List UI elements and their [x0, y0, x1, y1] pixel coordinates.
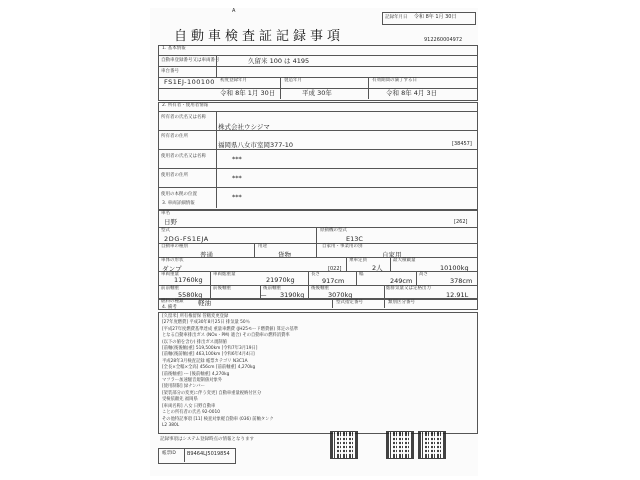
- remarks-line: [久留米] 所有権留保 管轄変更登録: [162, 314, 229, 319]
- engine-model-label: 原動機の型式: [320, 228, 347, 233]
- base-location-label: 使用の本拠の位置: [161, 192, 197, 197]
- user-address-value: ***: [232, 174, 242, 182]
- maker-value: 日野: [164, 218, 177, 226]
- front-rear-axle-label: 前後軸重: [213, 286, 231, 291]
- maker-label: 車名: [161, 211, 170, 216]
- form-id-label: 帳票ID: [162, 451, 176, 456]
- rear-rear-axle-label: 後後軸重: [311, 286, 329, 291]
- owner-user-section: [158, 102, 478, 210]
- body-shape-label: 車体の形状: [161, 258, 184, 263]
- remarks-line: ことの所有者の氏名 92-0010: [162, 410, 220, 416]
- form-id-value: B9464LJ5019854: [187, 451, 230, 457]
- private-business-label: 自家用・事業用の別: [322, 244, 363, 249]
- remarks-text: [162, 314, 298, 429]
- front-front-axle-label: 前前軸重: [161, 286, 179, 291]
- rear-front-axle-value: 3190kg: [280, 291, 305, 299]
- first-registration-value: 令和 8年 1月 30日: [220, 89, 276, 97]
- front-rear-axle-value: —: [260, 291, 267, 299]
- max-load-value: 10100kg: [440, 264, 469, 272]
- issue-date-label: 記録年月日: [385, 15, 408, 20]
- first-registration-label: 初度登録年月: [220, 78, 247, 83]
- expiry-date-label: 有効期間の満了する日: [372, 78, 417, 83]
- qr-code-1: [330, 431, 358, 459]
- registration-number-value: 久留米 100 は 4195: [248, 57, 310, 65]
- fuel-type-label: 燃料の種類: [161, 299, 184, 304]
- max-load-label: 最大積載量: [393, 258, 416, 263]
- body-shape-code: [022]: [328, 266, 342, 272]
- footer-note: 記録事項はシステム登録時点の情報となります: [160, 437, 255, 442]
- remarks-line: (以下の値を含む) 排出ガス規制値: [162, 339, 227, 345]
- usage-label: 用途: [258, 244, 267, 249]
- remarks-line: [前軸(後後軸)重] 519,500km [令和7年3月19日]: [162, 346, 258, 352]
- model-value: 2DG-FS1EJA: [164, 235, 209, 243]
- width-label: 幅: [359, 272, 364, 277]
- remarks-heading: 4. 備考: [162, 305, 177, 310]
- qr-code-2: [386, 431, 414, 459]
- vehicle-weight-value: 11760kg: [174, 276, 203, 284]
- height-label: 高さ: [419, 272, 428, 277]
- base-location-value: ***: [232, 193, 242, 201]
- rear-front-axle-label: 後前軸重: [263, 286, 281, 291]
- owner-user-heading: 2. 所有者・使用者情報: [162, 103, 209, 108]
- vehicle-inspection-record: [150, 8, 478, 476]
- owner-address-label: 所有者の住所: [161, 134, 188, 139]
- basic-info-heading: 1. 基本情報: [162, 46, 186, 51]
- vehicle-detail-heading: 3. 車両詳細情報: [162, 201, 195, 206]
- front-front-axle-value: 5580kg: [178, 291, 203, 299]
- owner-name-label: 所有者の氏名又は名称: [161, 115, 206, 120]
- engine-model-value: E13C: [346, 235, 363, 243]
- header-mark: A: [232, 8, 236, 14]
- length-value: 917cm: [322, 277, 345, 285]
- model-label: 型式: [161, 228, 170, 233]
- model-year-value: 平成 30年: [302, 89, 332, 97]
- displacement-label: 総排気量又は定格出力: [386, 286, 431, 291]
- remarks-line: [前軸(後前軸)重] 463,100km [令和6年4月4日]: [162, 352, 255, 358]
- remarks-line: [使用制限] 緑ナンバー: [162, 384, 205, 390]
- vehicle-kind-label: 自動車の種別: [161, 244, 188, 249]
- rear-rear-axle-value: 3070kg: [328, 291, 353, 299]
- user-name-label: 使用者の氏名又は名称: [161, 154, 206, 159]
- remarks-line: L2 380L: [162, 422, 180, 428]
- document-title: 自動車検査証記録事項: [174, 29, 345, 44]
- vehicle-weight-label: 車両重量: [161, 272, 179, 277]
- gross-weight-value: 21970kg: [266, 276, 295, 284]
- chassis-number-label: 車台番号: [161, 69, 179, 74]
- owner-address-code: [38457]: [452, 141, 472, 147]
- remarks-line: [平成27年度燃費基準達成 重量車燃費 (JH25モード燃費値) 算定の基準: [162, 326, 299, 332]
- qr-code-3: [418, 431, 446, 459]
- document-number: 912260004972: [424, 37, 463, 43]
- usage-value: 貨物: [278, 251, 291, 259]
- user-address-label: 使用者の住所: [161, 173, 188, 178]
- fuel-type-value: 軽油: [198, 299, 211, 307]
- width-value: 249cm: [390, 277, 413, 285]
- class-number-label: 類別区分番号: [388, 300, 415, 305]
- model-year-label: 製造年月: [284, 78, 302, 83]
- user-name-value: ***: [232, 155, 242, 163]
- remarks-line: その他特記事項 [11] 検査対象軽自動車 (036) 前軸タンク: [162, 416, 274, 422]
- displacement-value: 12.91L: [446, 291, 469, 299]
- expiry-date-value: 令和 8年 4月 3日: [386, 89, 438, 97]
- chassis-number-value: FS1EJ-100100: [164, 78, 215, 86]
- remarks-line: [全長×全幅×全高] 456cm [前前軸重] 4,270kg: [162, 365, 256, 371]
- remarks-line: [架装部分の変更に伴う変更] 自動車重量税納付区分: [162, 390, 262, 396]
- height-value: 378cm: [450, 277, 473, 285]
- owner-name-value: 株式会社ウシジマ: [218, 123, 270, 131]
- gross-weight-label: 車両総重量: [213, 272, 236, 277]
- private-business-value: 自家用: [382, 251, 402, 259]
- remarks-line: 受検依頼先 福岡県: [162, 397, 198, 403]
- remarks-line: 平成28年3月検査記録 帳票カテゴリ N3C1A: [162, 358, 248, 364]
- remarks-line: [車両名称] 八女 日野自動車: [162, 403, 216, 409]
- remarks-line: [27年度燃費] 平成30年8月25日 排気量 50％: [162, 320, 250, 326]
- registration-number-label: 自動車登録番号又は車両番号: [161, 58, 220, 63]
- vehicle-kind-value: 普通: [200, 251, 213, 259]
- length-label: 長さ: [311, 272, 320, 277]
- capacity-value: 2人: [372, 264, 383, 272]
- issue-date-value: 令和 8年 1月 30日: [414, 14, 457, 20]
- remarks-line: [前後軸重] --- [後前軸重] 4,270kg: [162, 371, 230, 377]
- remarks-line: マフラー加速騒音規制値対象外: [162, 378, 223, 384]
- body-shape-value: ダンプ: [162, 265, 182, 273]
- remarks-line: となる自動車排出ガス (NOx・PM) 適合) その自動車の燃料消費率: [162, 333, 290, 339]
- type-designation-label: 型式指定番号: [336, 300, 363, 305]
- maker-code: [262]: [454, 219, 468, 225]
- owner-address-value: 福岡県八女市室岡377-10: [218, 141, 294, 149]
- capacity-label: 乗車定員: [349, 258, 367, 263]
